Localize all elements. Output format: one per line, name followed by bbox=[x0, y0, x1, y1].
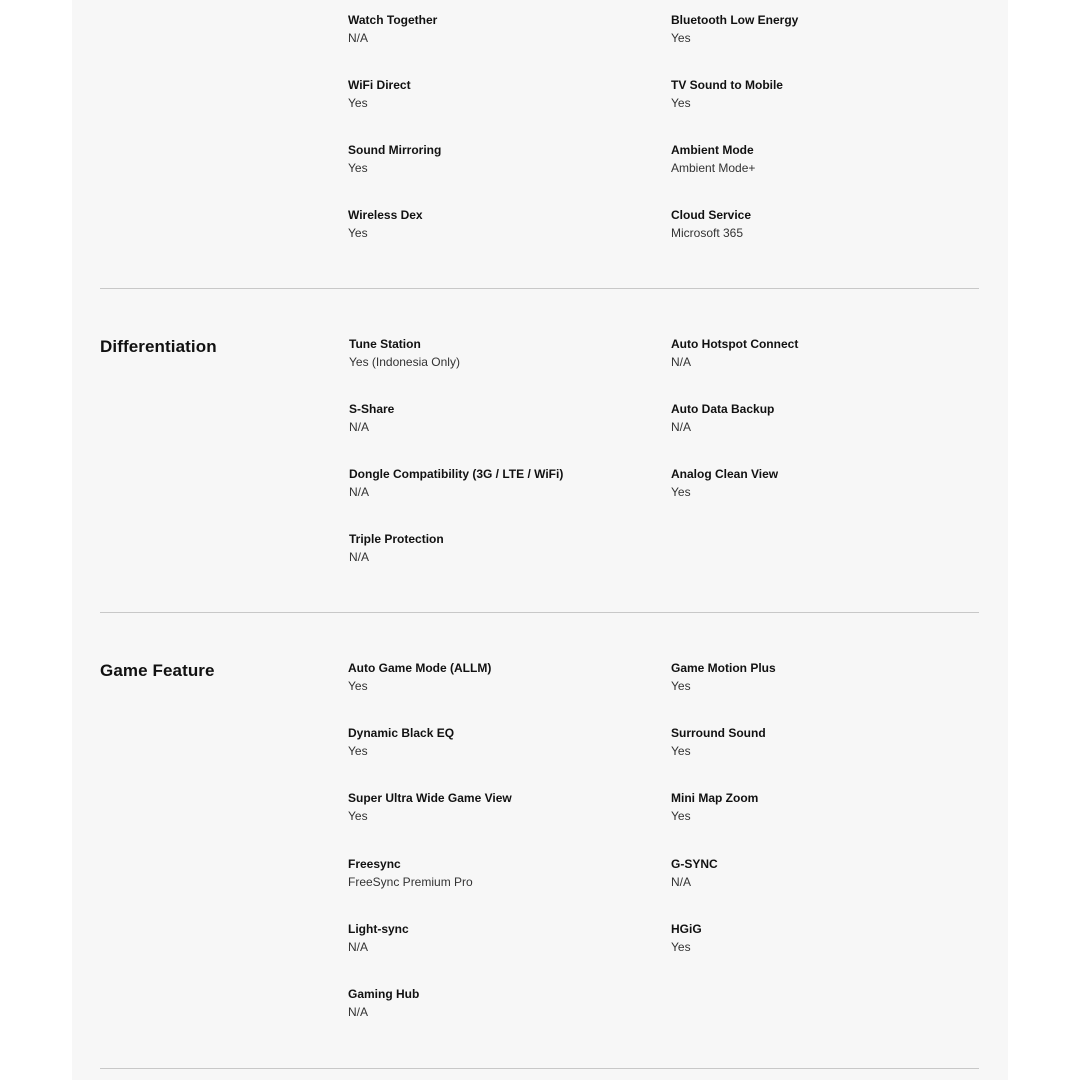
spec-page bbox=[72, 0, 1008, 1080]
spec-item-mini-map-zoom bbox=[671, 790, 971, 824]
spec-label: S-Share bbox=[349, 402, 395, 416]
spec-label: Tune Station bbox=[349, 337, 421, 351]
spec-value: Yes bbox=[671, 809, 691, 823]
spec-value: Yes bbox=[671, 96, 691, 110]
spec-value: N/A bbox=[671, 875, 692, 889]
spec-label: Auto Data Backup bbox=[671, 402, 775, 416]
spec-value: Yes bbox=[671, 679, 691, 693]
section-divider bbox=[100, 1068, 979, 1069]
spec-label: Surround Sound bbox=[671, 726, 766, 740]
spec-value: Yes bbox=[348, 679, 368, 693]
spec-item-cloud-service bbox=[671, 207, 971, 241]
spec-label: Light-sync bbox=[348, 922, 409, 936]
spec-label: Auto Game Mode (ALLM) bbox=[348, 661, 492, 675]
spec-item-light-sync bbox=[348, 921, 648, 955]
spec-value: Yes bbox=[671, 940, 691, 954]
spec-label: Cloud Service bbox=[671, 208, 752, 222]
spec-item-auto-data-backup bbox=[671, 401, 971, 435]
spec-item-auto-game-mode bbox=[348, 660, 648, 694]
spec-label: WiFi Direct bbox=[348, 78, 411, 92]
spec-label: Super Ultra Wide Game View bbox=[348, 791, 512, 805]
spec-item-auto-hotspot-connect bbox=[671, 336, 971, 370]
spec-value: Yes bbox=[348, 161, 368, 175]
spec-item-super-ultra-wide-game-view bbox=[348, 790, 648, 824]
spec-value: Microsoft 365 bbox=[671, 226, 744, 240]
spec-item-gaming-hub bbox=[348, 986, 648, 1020]
spec-item-s-share bbox=[349, 401, 649, 435]
spec-item-analog-clean-view bbox=[671, 466, 971, 500]
spec-item-sound-mirroring bbox=[348, 142, 648, 176]
spec-value: N/A bbox=[349, 420, 370, 434]
spec-value: Yes bbox=[671, 744, 691, 758]
spec-label: G-SYNC bbox=[671, 857, 718, 871]
spec-label: Dynamic Black EQ bbox=[348, 726, 455, 740]
spec-label: Dongle Compatibility (3G / LTE / WiFi) bbox=[349, 467, 564, 481]
spec-item-freesync bbox=[348, 856, 648, 890]
spec-value: N/A bbox=[348, 31, 369, 45]
spec-value: Yes bbox=[671, 31, 691, 45]
spec-value: N/A bbox=[349, 550, 370, 564]
spec-value: FreeSync Premium Pro bbox=[348, 875, 473, 889]
spec-item-ambient-mode bbox=[671, 142, 971, 176]
spec-item-game-motion-plus bbox=[671, 660, 971, 694]
spec-label: Analog Clean View bbox=[671, 467, 779, 481]
spec-label: HGiG bbox=[671, 922, 702, 936]
spec-value: N/A bbox=[671, 355, 692, 369]
section-divider bbox=[100, 612, 979, 613]
spec-value: N/A bbox=[349, 485, 370, 499]
spec-item-g-sync bbox=[671, 856, 971, 890]
spec-label: Bluetooth Low Energy bbox=[671, 13, 799, 27]
spec-label: Game Motion Plus bbox=[671, 661, 776, 675]
spec-label: TV Sound to Mobile bbox=[671, 78, 783, 92]
spec-item-triple-protection bbox=[349, 531, 649, 565]
spec-item-hgig bbox=[671, 921, 971, 955]
spec-label: Ambient Mode bbox=[671, 143, 754, 157]
spec-label: Triple Protection bbox=[349, 532, 444, 546]
spec-label: Watch Together bbox=[348, 13, 438, 27]
spec-item-surround-sound bbox=[671, 725, 971, 759]
spec-item-tv-sound-to-mobile bbox=[671, 77, 971, 111]
spec-value: N/A bbox=[671, 420, 692, 434]
spec-item-tune-station bbox=[349, 336, 649, 370]
spec-value: N/A bbox=[348, 940, 369, 954]
spec-value: Yes bbox=[348, 744, 368, 758]
spec-value: Yes (Indonesia Only) bbox=[349, 355, 460, 369]
spec-label: Auto Hotspot Connect bbox=[671, 337, 799, 351]
spec-value: Yes bbox=[348, 226, 368, 240]
section-divider bbox=[100, 288, 979, 289]
spec-value: Yes bbox=[671, 485, 691, 499]
spec-label: Gaming Hub bbox=[348, 987, 420, 1001]
spec-value: N/A bbox=[348, 1005, 369, 1019]
spec-item-wifi-direct bbox=[348, 77, 648, 111]
spec-value: Ambient Mode+ bbox=[671, 161, 756, 175]
spec-item-dynamic-black-eq bbox=[348, 725, 648, 759]
spec-value: Yes bbox=[348, 96, 368, 110]
spec-item-dongle-compatibility bbox=[349, 466, 649, 500]
spec-label: Mini Map Zoom bbox=[671, 791, 759, 805]
spec-item-wireless-dex bbox=[348, 207, 648, 241]
spec-item-watch-together bbox=[348, 12, 648, 46]
spec-label: Sound Mirroring bbox=[348, 143, 442, 157]
spec-value: Yes bbox=[348, 809, 368, 823]
spec-label: Freesync bbox=[348, 857, 401, 871]
spec-item-bluetooth-low-energy bbox=[671, 12, 971, 46]
spec-label: Wireless Dex bbox=[348, 208, 423, 222]
section-title: Differentiation bbox=[100, 337, 217, 356]
section-title: Game Feature bbox=[100, 661, 215, 680]
